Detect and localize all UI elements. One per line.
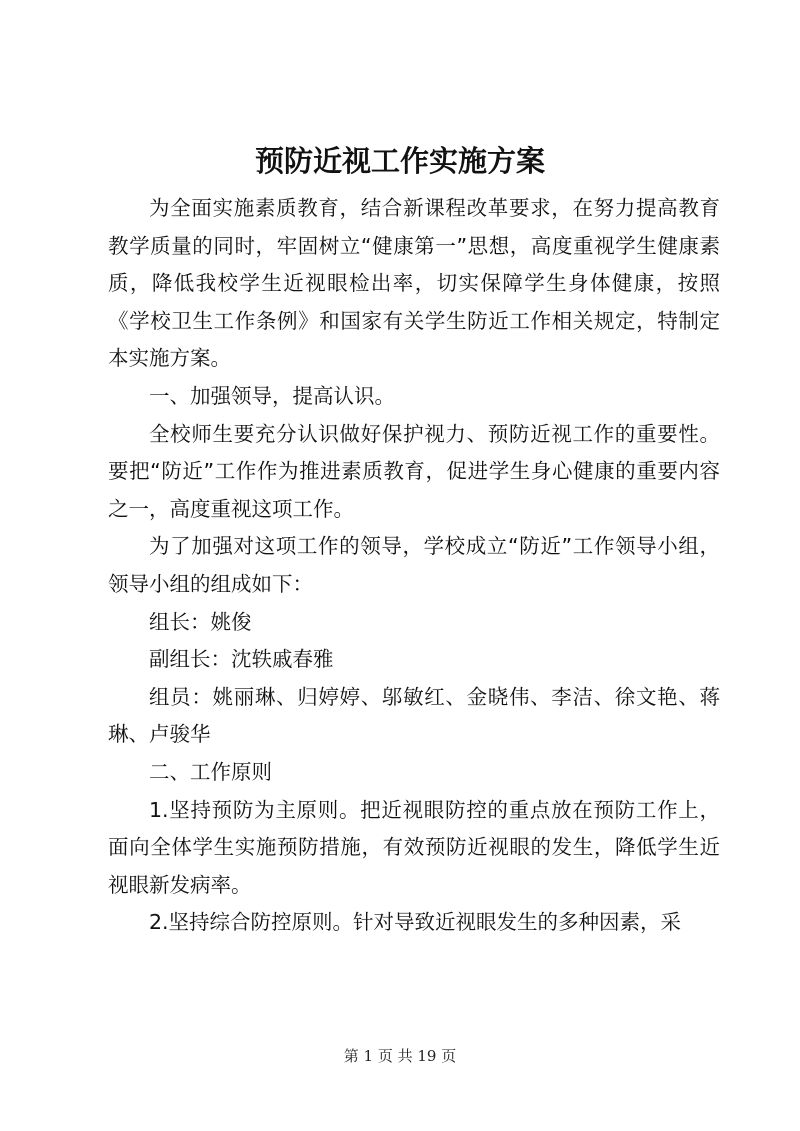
group-leader: 组长：姚俊	[149, 609, 252, 634]
paragraph-leadership-group: 为了加强对这项工作的领导，学校成立“防近”工作领导小组，领导小组的组成如下：	[108, 534, 720, 596]
principle-2: 2.坚持综合防控原则。针对导致近视眼发生的多种因素，采	[149, 910, 682, 935]
group-deputy-leader: 副组长：沈轶戚春雅	[149, 647, 334, 672]
paragraph-intro: 为全面实施素质教育，结合新课程改革要求，在努力提高教育教学质量的同时，牢固树立“健康第一”思想，高度重视学生健康素质，降低我校学生近视眼检出率，切实保障学生身体健康，按照《学校卫生工作条例》和国家有关学生防近工作相关规定，特制定本实施方案。	[108, 196, 720, 371]
document-title: 预防近视工作实施方案	[254, 144, 545, 178]
section-heading-2: 二、工作原则	[149, 759, 272, 784]
document-body	[108, 190, 720, 942]
group-members: 组员：姚丽琳、归婷婷、邬敏红、金晓伟、李洁、徐文艳、蒋琳、卢骏华	[108, 684, 720, 747]
page-number-footer: 第 1 页 共 19 页	[343, 1047, 457, 1065]
principle-1: 1.坚持预防为主原则。把近视眼防控的重点放在预防工作上，面向全体学生实施预防措施，有效预防近视眼的发生，降低学生近视眼新发病率。	[108, 797, 720, 897]
section-heading-1: 一、加强领导，提高认识。	[149, 383, 395, 408]
paragraph-importance: 全校师生要充分认识做好保护视力、预防近视工作的重要性。要把“防近”工作作为推进素质教育，促进学生身心健康的重要内容之一，高度重视这项工作。	[108, 421, 720, 521]
